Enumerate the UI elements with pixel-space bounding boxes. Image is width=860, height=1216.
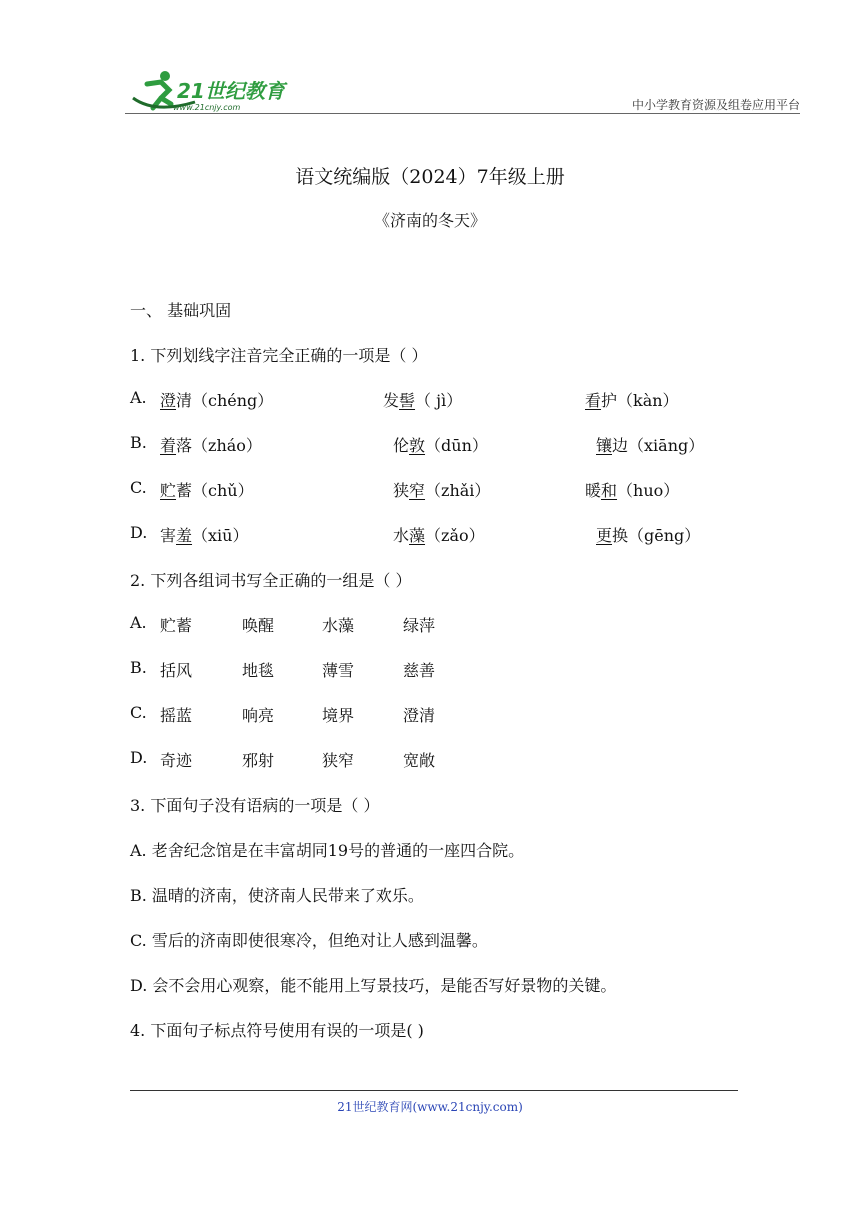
q3-option-c: C. 雪后的济南即使很寒冷，但绝对让人感到温馨。 (130, 931, 488, 950)
q1c-item3: 暖和（huo） (585, 481, 680, 500)
q1a-item3: 看护（kàn） (585, 391, 679, 410)
doc-subtitle: 《济南的冬天》 (373, 211, 486, 230)
q1-option-a (130, 388, 679, 410)
q2-option-b: B. 括风 地毯 薄雪 慈善 (130, 658, 436, 680)
q2-word: 绿萍 (403, 616, 436, 635)
q2-word: 括风 (160, 661, 193, 680)
q2-word: 宽敞 (403, 751, 436, 770)
q2-word: 水藻 (322, 616, 355, 635)
q3-stem: 3. 下面句子没有语病的一项是（ ） (130, 796, 380, 815)
option-label: B. (130, 433, 147, 452)
footer-link[interactable]: 21世纪教育网(www.21cnjy.com) (337, 1100, 523, 1114)
q2-option-a: A. 贮蓄 唤醒 水藻 绿萍 (130, 613, 436, 635)
q1d-item2: 水藻（zǎo） (393, 526, 485, 545)
option-label: D. (130, 523, 148, 542)
q2-word: 奇迹 (160, 751, 193, 770)
q1-stem: 1. 下列划线字注音完全正确的一项是（ ） (130, 346, 428, 365)
q1b-item1: 着落（zháo） (160, 436, 262, 455)
q2-word: 澄清 (403, 706, 436, 725)
footer-divider (130, 1090, 738, 1091)
page-header (125, 66, 800, 118)
svg-text:www.21cnjy.com: www.21cnjy.com (173, 103, 241, 112)
q1c-item1: 贮蓄（chǔ） (160, 481, 254, 500)
q2-word: 贮蓄 (160, 616, 193, 635)
doc-title: 语文统编版（2024）7年级上册 (295, 166, 565, 188)
q3-option-d: D. 会不会用心观察，能不能用上写景技巧，是能否写好景物的关键。 (130, 976, 617, 995)
q1b-item2: 伦敦（dūn） (393, 436, 488, 455)
q4-stem: 4. 下面句子标点符号使用有误的一项是( ) (130, 1021, 424, 1040)
q3-option-a: A. 老舍纪念馆是在丰富胡同19号的普通的一座四合院。 (130, 841, 525, 860)
q3-option-b: B. 温晴的济南，使济南人民带来了欢乐。 (130, 886, 424, 905)
q2-word: 慈善 (403, 661, 436, 680)
logo-21cnjy (125, 68, 295, 114)
q2-word: 狭窄 (322, 751, 355, 770)
q1a-item2: 发髻（ jì） (383, 391, 463, 410)
q2-word: 薄雪 (322, 661, 355, 680)
q1-option-b (130, 433, 705, 455)
q2-word: 地毯 (242, 661, 275, 680)
section-heading: 一、 基础巩固 (130, 301, 232, 320)
q1d-item1: 害羞（xiū） (160, 526, 249, 545)
q1-option-c (130, 478, 680, 500)
q2-word: 境界 (322, 706, 355, 725)
q2-word: 唤醒 (242, 616, 275, 635)
q1b-item3: 镶边（xiāng） (596, 436, 705, 455)
option-label: A. (130, 388, 147, 407)
q2-stem: 2. 下列各组词书写全正确的一组是（ ） (130, 571, 412, 590)
q1a-item1: 澄清（chéng） (160, 391, 274, 410)
q2-option-d: D. 奇迹 邪射 狭窄 宽敞 (130, 748, 436, 770)
header-divider (125, 113, 800, 114)
q1-option-d (130, 523, 701, 545)
q2-option-c: C. 摇蓝 响亮 境界 澄清 (130, 703, 436, 725)
q2-word: 摇蓝 (160, 706, 193, 725)
svg-text:21世纪教育: 21世纪教育 (177, 79, 285, 103)
q1c-item2: 狭窄（zhǎi） (393, 481, 491, 500)
header-platform-text: 中小学教育资源及组卷应用平台 (631, 98, 800, 112)
option-label: C. (130, 478, 147, 497)
q1d-item3: 更换（gēng） (596, 526, 701, 545)
q2-word: 响亮 (242, 706, 275, 725)
q2-word: 邪射 (242, 751, 275, 770)
